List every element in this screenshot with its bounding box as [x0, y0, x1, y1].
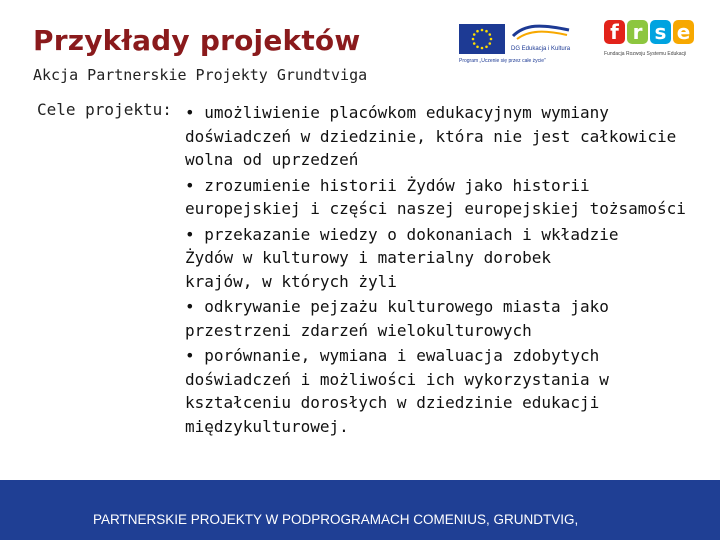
frse-letter-r: r	[627, 20, 648, 44]
eu-logo-line2: Program „Uczenie się przez całe życie”	[459, 58, 546, 64]
eu-star-icon	[473, 33, 476, 36]
frse-letter-f: f	[604, 20, 625, 44]
eu-star-icon	[473, 42, 476, 45]
frse-letter-e: e	[673, 20, 694, 44]
list-item: • zrozumienie historii Żydów jako historii europejskiej i części naszej europejskiej tożsamości	[185, 175, 686, 218]
eu-star-icon	[490, 38, 493, 41]
list-item: • przekazanie wiedzy o dokonaniach i wkładzie Żydów w kulturowy i materialny dorobek krajów, w których żyli	[185, 224, 619, 291]
eu-star-icon	[485, 45, 488, 48]
goals-list	[185, 101, 705, 440]
eu-flag-icon	[459, 24, 505, 54]
eu-logo-line1: DG Edukacja i Kultura	[511, 46, 571, 52]
eu-star-icon	[476, 45, 479, 48]
eu-logo	[457, 20, 595, 66]
page-subtitle: Akcja Partnerskie Projekty Grundtviga	[33, 66, 368, 84]
list-item: • umożliwienie placówkom edukacyjnym wymiany doświadczeń w dziedzinie, która nie jest całkowicie wolna od uprzedzeń	[185, 103, 677, 169]
eu-star-icon	[488, 42, 491, 45]
eu-star-icon	[488, 33, 491, 36]
footer-text: PARTNERSKIE PROJEKTY W PODPROGRAMACH COMENIUS, GRUNDTVIG,	[93, 512, 579, 527]
content-label: Cele projektu:	[37, 100, 172, 119]
list-item: • porównanie, wymiana i ewaluacja zdobytych doświadczeń i możliwości ich wykorzystania w kształceniu dorosłych w dziedzinie edukacji międzykulturowej.	[185, 346, 609, 436]
frse-letter-s: s	[650, 20, 671, 44]
frse-letters	[604, 20, 694, 44]
eu-swoosh-icon	[511, 22, 571, 42]
frse-subtitle: Fundacja Rozwoju Systemu Edukacji	[604, 51, 687, 57]
list-item: • odkrywanie pejzażu kulturowego miasta jako przestrzeni zdarzeń wielokulturowych	[185, 297, 609, 340]
eu-star-icon	[472, 38, 475, 41]
page-title: Przykłady projektów	[33, 24, 361, 57]
footer-bar	[0, 480, 720, 540]
eu-star-icon	[481, 29, 484, 32]
eu-star-icon	[476, 30, 479, 33]
eu-star-icon	[485, 30, 488, 33]
frse-logo	[600, 20, 700, 60]
eu-star-icon	[481, 47, 484, 50]
